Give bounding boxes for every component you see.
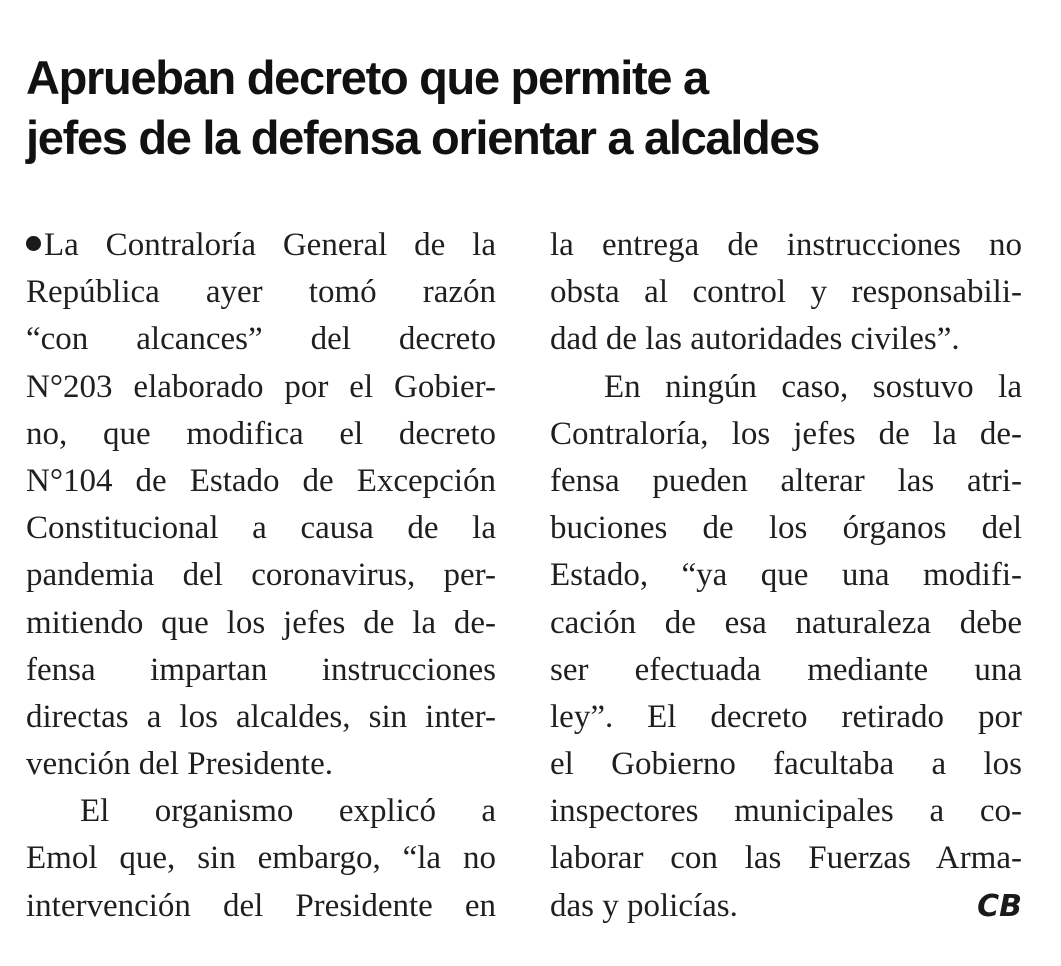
text-line bbox=[26, 222, 496, 269]
text-line: fensa impartan instrucciones bbox=[26, 651, 496, 688]
bullet-icon bbox=[26, 236, 41, 251]
text-line: obsta al control y responsabili- bbox=[550, 274, 1022, 311]
text-line: dad de las autoridades civiles”. bbox=[550, 321, 960, 358]
text-line: ser efectuada mediante una bbox=[550, 651, 1022, 688]
text-line: laborar con las Fuerzas Arma- bbox=[550, 840, 1022, 877]
text-line: inspectores municipales a co- bbox=[550, 793, 1022, 830]
text-line: fensa pueden alterar las atri- bbox=[550, 462, 1022, 499]
text-line: Emol que, sin embargo, “la no bbox=[26, 840, 496, 877]
text-line: Estado, “ya que una modifi- bbox=[550, 557, 1022, 594]
text-line: cación de esa naturaleza debe bbox=[550, 604, 1022, 641]
end-of-article-mark: CB bbox=[977, 888, 1022, 924]
article-column-right bbox=[550, 222, 1022, 930]
article-headline bbox=[26, 48, 1036, 168]
last-line-row bbox=[550, 883, 1022, 930]
text-line: das y policías. bbox=[550, 887, 738, 924]
text-line: República ayer tomó razón bbox=[26, 274, 496, 311]
text-line: pandemia del coronavirus, per- bbox=[26, 557, 496, 594]
article-column-left bbox=[26, 222, 496, 930]
text-line: mitiendo que los jefes de la de- bbox=[26, 604, 496, 641]
text-line: intervención del Presidente en bbox=[26, 887, 496, 924]
text-line: la entrega de instrucciones no bbox=[550, 227, 1022, 263]
text-line: ley”. El decreto retirado por bbox=[550, 698, 1022, 735]
text-line: no, que modifica el decreto bbox=[26, 415, 496, 452]
text-line: Contraloría, los jefes de la de- bbox=[550, 415, 1022, 452]
text-line: En ningún caso, sostuvo la bbox=[604, 368, 1022, 405]
text-line: directas a los alcaldes, sin inter- bbox=[26, 698, 496, 735]
text-line: Constitucional a causa de la bbox=[26, 510, 496, 547]
text-line: N°203 elaborado por el Gobier- bbox=[26, 368, 496, 405]
text-line: buciones de los órganos del bbox=[550, 510, 1022, 547]
text-line-content: La Contraloría General de la bbox=[44, 227, 496, 263]
headline-line: jefes de la defensa orientar a alcaldes bbox=[26, 111, 820, 164]
text-line: “con alcances” del decreto bbox=[26, 321, 496, 358]
headline-line: Aprueban decreto que permite a bbox=[26, 51, 708, 104]
text-line: N°104 de Estado de Excepción bbox=[26, 462, 496, 499]
text-line: El organismo explicó a bbox=[80, 793, 496, 830]
text-line: vención del Presidente. bbox=[26, 746, 333, 783]
text-line: el Gobierno facultaba a los bbox=[550, 746, 1022, 783]
